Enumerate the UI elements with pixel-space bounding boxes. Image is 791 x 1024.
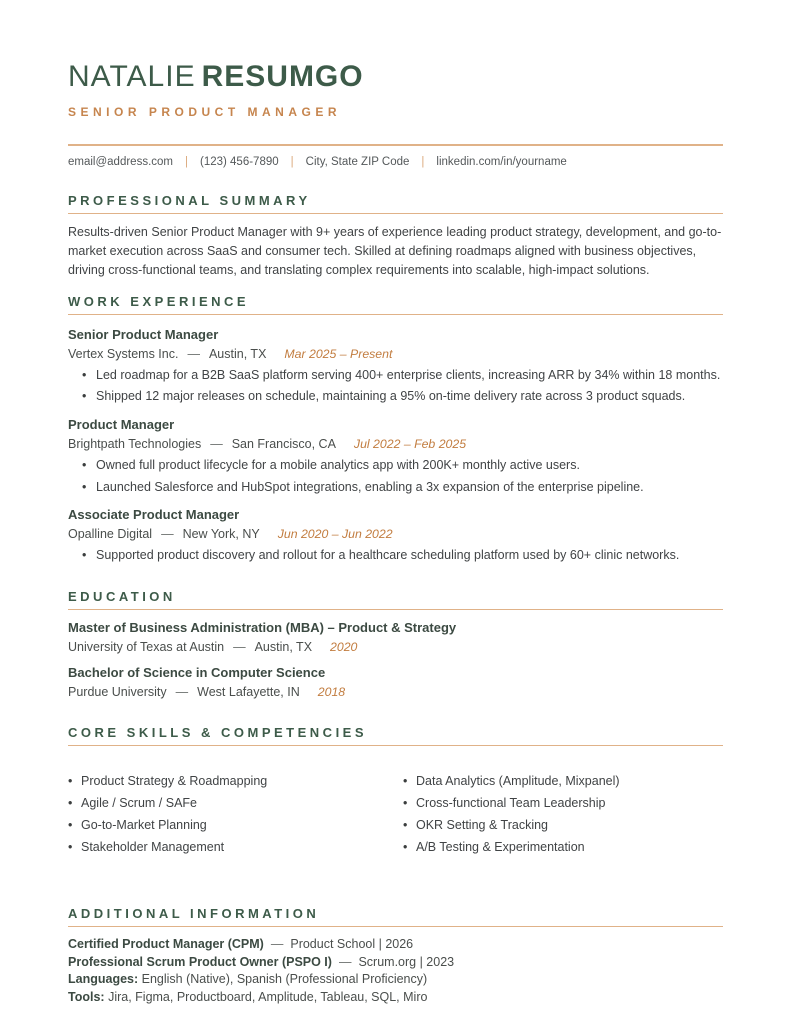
candidate-first-name: NATALIE [68, 60, 196, 93]
job-entry [68, 507, 723, 565]
header-divider [68, 144, 723, 146]
job-bullet-list [68, 457, 723, 496]
job-bullet: • Led roadmap for a B2B SaaS platform serving 400+ enterprise clients, increasing ARR by 34% within 18 months. [68, 367, 723, 385]
job-location: New York, NY [182, 527, 260, 542]
skill-item: • OKR Setting & Tracking [403, 819, 723, 832]
skills-divider [68, 745, 723, 746]
job-dates: Jul 2022 – Feb 2025 [353, 437, 467, 451]
skills-left-column [68, 775, 403, 863]
certification-name: Certified Product Manager (CPM) [68, 937, 264, 952]
resume-header [68, 60, 723, 168]
skill-item: • Go-to-Market Planning [68, 819, 403, 832]
job-title: Associate Product Manager [68, 507, 240, 522]
degree-school: Purdue University [68, 685, 167, 700]
job-company-line [68, 527, 723, 541]
summary-text: Results-driven Senior Product Manager with 9+ years of experience leading product strategy, development, and go-to-market execution across SaaS and consumer tech. Skilled at defining roadmaps aligned with business objectives, driving cross-functional teams, and translating complex requirements into scalable, high-impact solutions. [68, 224, 722, 277]
contact-linkedin: linkedin.com/in/yourname [436, 155, 567, 168]
skills-right-column [403, 775, 723, 863]
education-divider [68, 609, 723, 610]
additional-heading: ADDITIONAL INFORMATION [68, 906, 320, 922]
job-bullet: • Shipped 12 major releases on schedule, maintaining a 95% on-time delivery rate across 3 product squads. [68, 388, 723, 406]
degree-year: 2018 [317, 685, 346, 700]
degree-school-line [68, 640, 723, 654]
job-bullet-list [68, 547, 723, 565]
contact-bar [68, 156, 723, 168]
dash-separator: — [175, 685, 189, 700]
job-entry [68, 327, 723, 406]
dash-separator: — [161, 527, 174, 542]
section-work-experience [68, 294, 723, 565]
dash-separator: — [338, 954, 352, 969]
skill-item: • A/B Testing & Experimentation [403, 841, 723, 854]
dash-separator: — [270, 937, 284, 952]
job-bullet: • Owned full product lifecycle for a mobile analytics app with 200K+ monthly active users. [68, 457, 723, 475]
skill-item: • Data Analytics (Amplitude, Mixpanel) [403, 775, 723, 788]
skills-heading: CORE SKILLS & COMPETENCIES [68, 725, 368, 741]
job-title: Product Manager [68, 416, 175, 432]
certification-detail: Scrum.org | 2023 [358, 954, 455, 969]
certification-line [68, 936, 723, 954]
degree-location: West Lafayette, IN [197, 685, 300, 700]
section-core-skills [68, 725, 723, 863]
job-company: Vertex Systems Inc. [68, 346, 179, 361]
work-divider [68, 314, 723, 315]
candidate-name [68, 60, 723, 95]
degree-location: Austin, TX [254, 640, 313, 654]
degree-entry [68, 665, 723, 699]
candidate-job-title: SENIOR PRODUCT MANAGER [68, 104, 342, 119]
degree-school: University of Texas at Austin [68, 640, 225, 654]
job-bullet: • Supported product discovery and rollout for a healthcare scheduling platform used by 60+ clinic networks. [68, 547, 723, 565]
contact-phone: (123) 456-7890 [200, 155, 279, 168]
section-education [68, 589, 723, 700]
contact-location: City, State ZIP Code [305, 155, 410, 168]
degree-title: Master of Business Administration (MBA) – Product & Strategy [68, 619, 457, 635]
degree-year: 2020 [330, 640, 358, 654]
degree-entry [68, 620, 723, 654]
tools-line [68, 989, 723, 1007]
contact-separator: | [290, 155, 294, 168]
job-dates: Jun 2020 – Jun 2022 [277, 527, 393, 542]
job-location: San Francisco, CA [231, 437, 336, 451]
additional-divider [68, 926, 723, 927]
job-company-line [68, 437, 723, 451]
skill-item: • Stakeholder Management [68, 841, 403, 854]
languages-line [68, 971, 723, 989]
job-company: Opalline Digital [68, 527, 153, 542]
tools-detail: Jira, Figma, Productboard, Amplitude, Tableau, SQL, Miro [108, 989, 428, 1004]
skill-item: • Product Strategy & Roadmapping [68, 775, 403, 788]
languages-label: Languages: [68, 972, 139, 987]
skill-item: • Agile / Scrum / SAFe [68, 797, 403, 810]
job-entry [68, 417, 723, 496]
job-location: Austin, TX [208, 346, 267, 361]
tools-label: Tools: [68, 989, 105, 1004]
job-bullet: • Launched Salesforce and HubSpot integrations, enabling a 3x expansion of the enterprise pipeline. [68, 479, 723, 497]
additional-info-lines [68, 936, 723, 1006]
job-dates: Mar 2025 – Present [284, 346, 393, 361]
education-heading: EDUCATION [68, 588, 176, 604]
work-heading: WORK EXPERIENCE [68, 293, 250, 309]
section-additional-information [68, 906, 723, 1006]
dash-separator: — [210, 437, 223, 451]
job-title: Senior Product Manager [68, 326, 219, 342]
contact-separator: | [421, 155, 425, 168]
certification-detail: Product School | 2026 [290, 937, 414, 952]
languages-detail: English (Native), Spanish (Professional Proficiency) [141, 972, 428, 987]
degree-title: Bachelor of Science in Computer Science [68, 665, 326, 680]
skills-grid [68, 775, 723, 863]
degree-school-line [68, 685, 723, 699]
summary-divider [68, 213, 723, 214]
job-company: Brightpath Technologies [68, 437, 202, 451]
certification-line [68, 954, 723, 972]
job-company-line [68, 347, 723, 361]
summary-heading: PROFESSIONAL SUMMARY [68, 192, 311, 208]
certification-name: Professional Scrum Product Owner (PSPO I) [68, 954, 332, 969]
section-professional-summary [68, 193, 723, 280]
skill-item: • Cross-functional Team Leadership [403, 797, 723, 810]
dash-separator: — [233, 640, 246, 654]
job-bullet-list [68, 367, 723, 406]
dash-separator: — [187, 346, 200, 361]
candidate-last-name: RESUMGO [201, 60, 364, 93]
contact-email: email@address.com [68, 155, 173, 168]
contact-separator: | [185, 155, 188, 168]
